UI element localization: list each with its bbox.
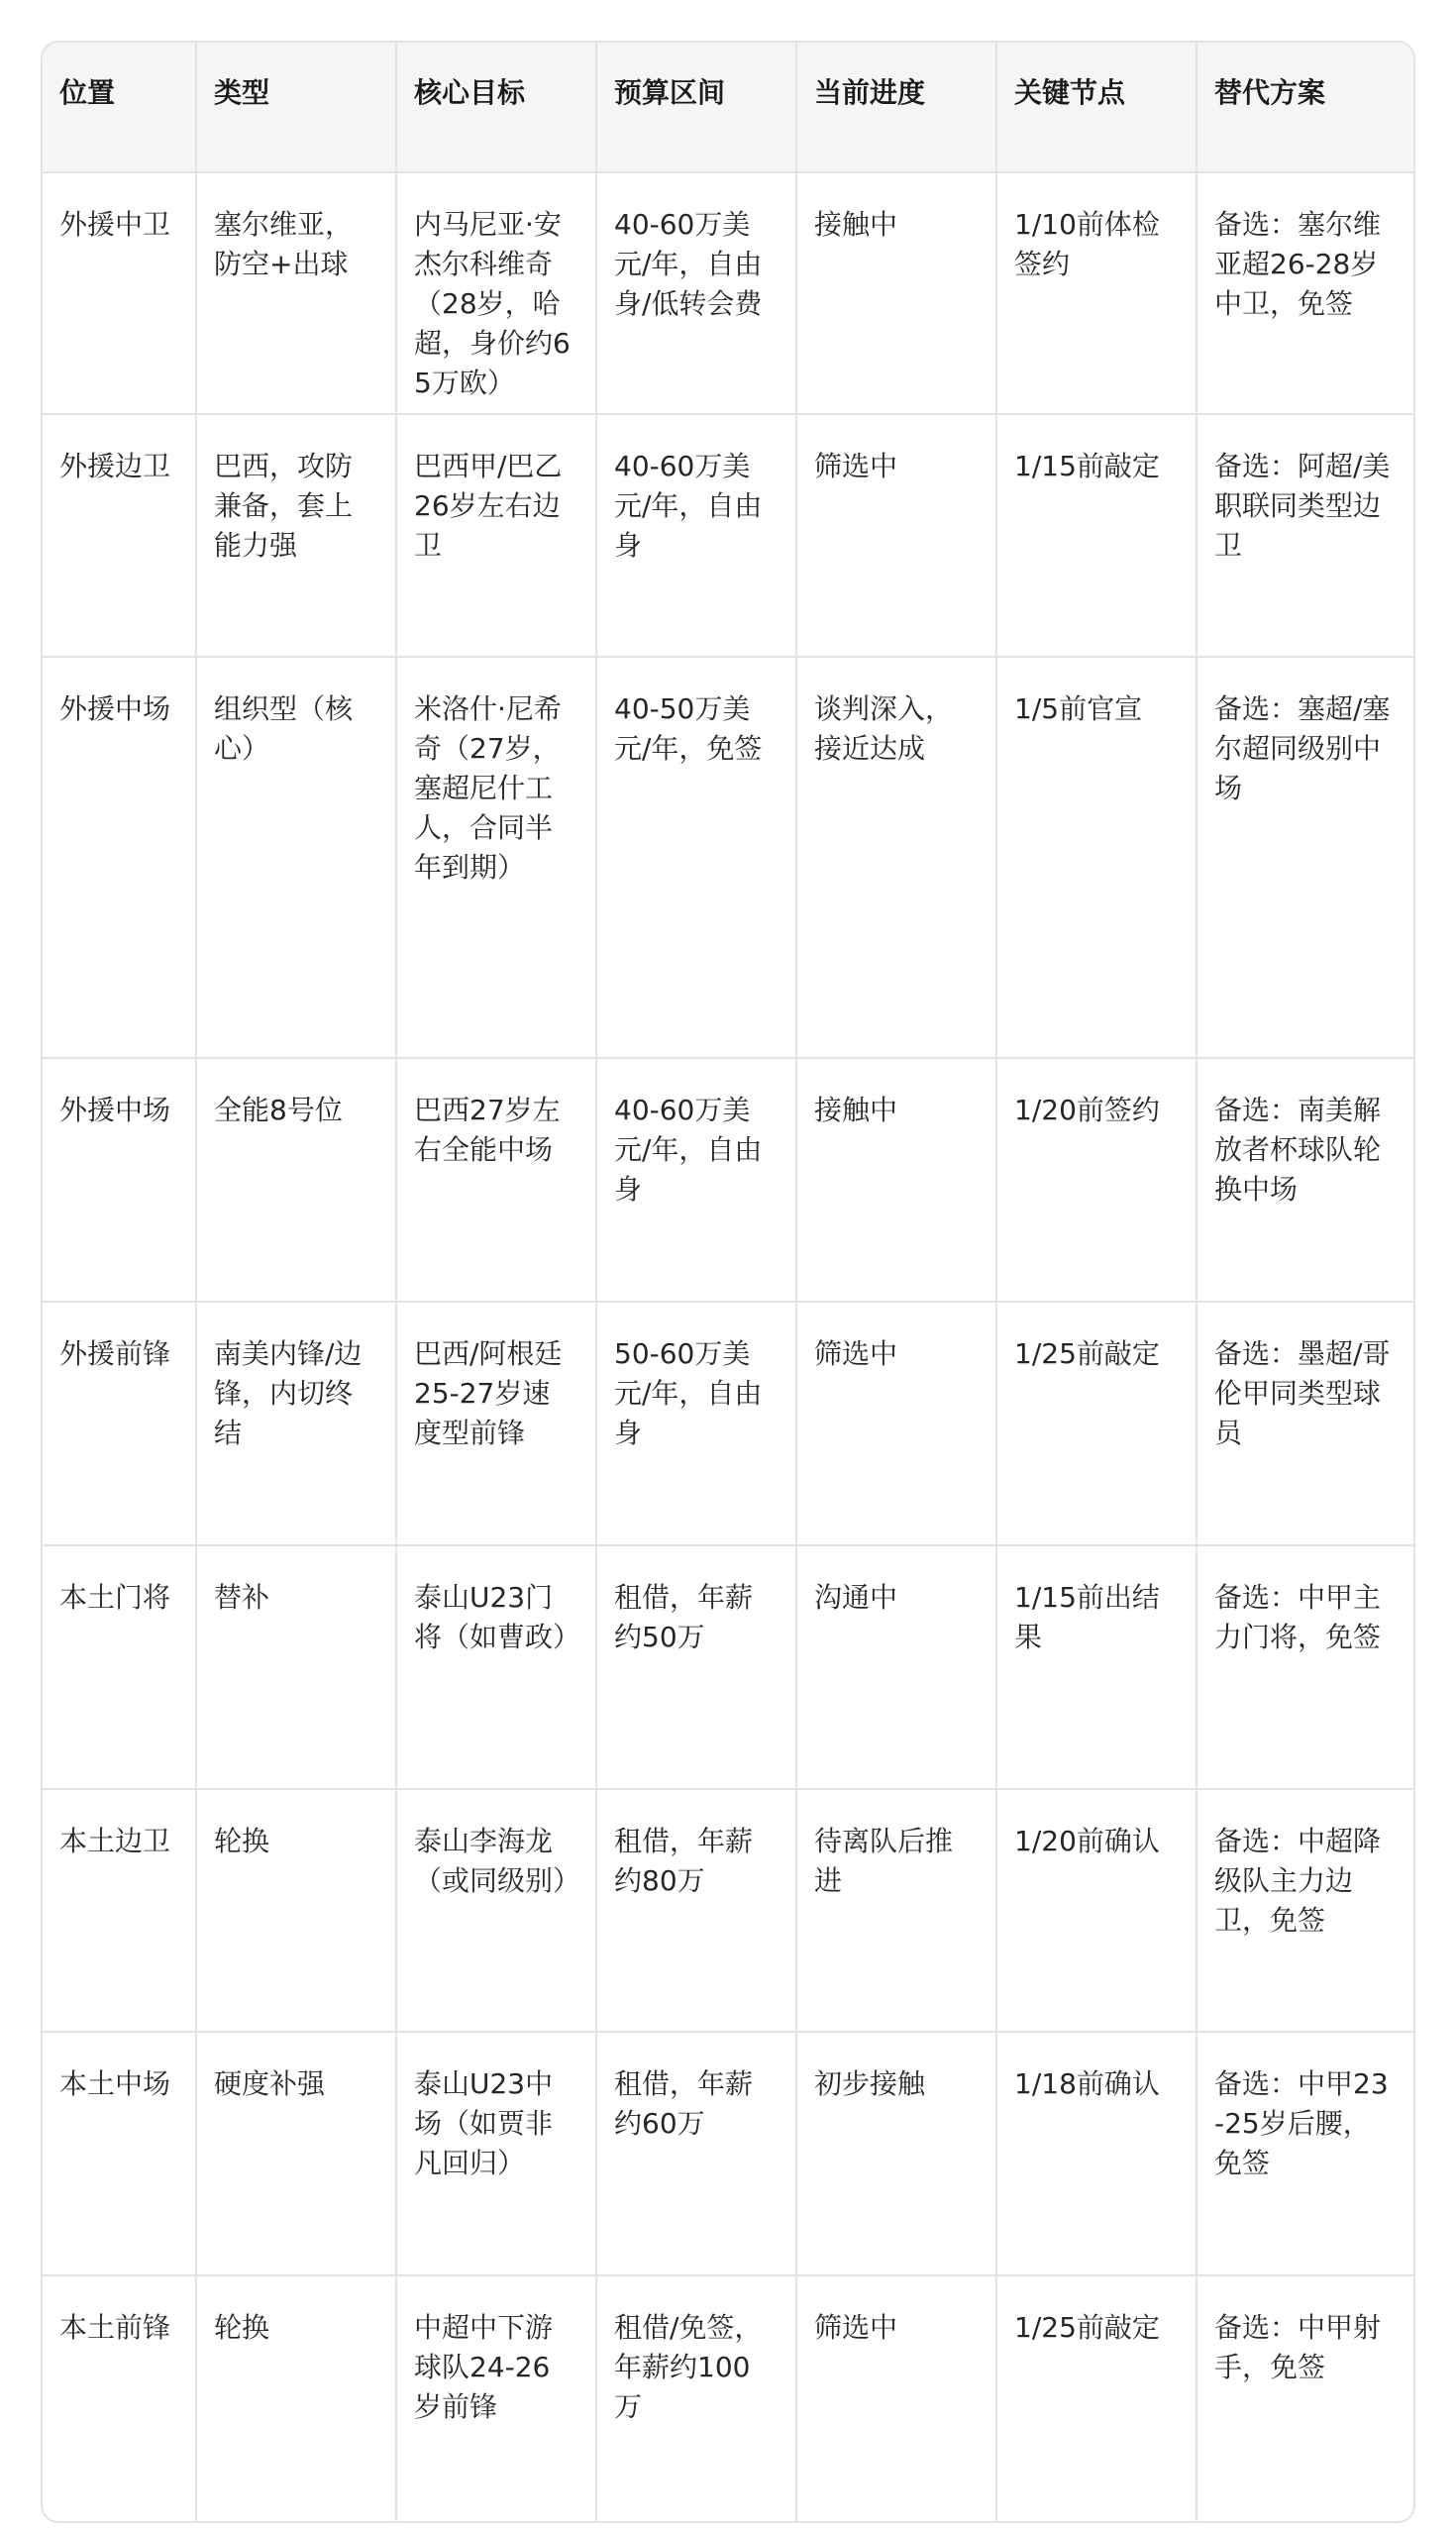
header-core-target: 核心目标 xyxy=(396,43,596,172)
cell-budget-range: 40-60万美元/年，自由身 xyxy=(596,414,796,658)
cell-key-milestone: 1/20前签约 xyxy=(996,1058,1196,1302)
header-position: 位置 xyxy=(43,43,196,172)
table-row xyxy=(43,1789,1413,2033)
cell-key-milestone: 1/25前敲定 xyxy=(996,1302,1196,1545)
cell-key-milestone: 1/18前确认 xyxy=(996,2032,1196,2275)
cell-type: 全能8号位 xyxy=(196,1058,396,1302)
cell-type: 替补 xyxy=(196,1545,396,1789)
cell-type: 塞尔维亚，防空+出球 xyxy=(196,172,396,414)
cell-position: 外援前锋 xyxy=(43,1302,196,1545)
cell-current-progress: 筛选中 xyxy=(796,414,996,658)
cell-position: 本土前锋 xyxy=(43,2275,196,2521)
cell-budget-range: 40-60万美元/年，自由身 xyxy=(596,1058,796,1302)
cell-key-milestone: 1/15前敲定 xyxy=(996,414,1196,658)
cell-key-milestone: 1/15前出结果 xyxy=(996,1545,1196,1789)
cell-core-target: 泰山李海龙（或同级别） xyxy=(396,1789,596,2033)
cell-alternative-plan: 备选：阿超/美职联同类型边卫 xyxy=(1196,414,1413,658)
cell-type: 轮换 xyxy=(196,2275,396,2521)
cell-core-target: 泰山U23中场（如贾非凡回归） xyxy=(396,2032,596,2275)
header-type: 类型 xyxy=(196,43,396,172)
cell-core-target: 巴西甲/巴乙26岁左右边卫 xyxy=(396,414,596,658)
table-row xyxy=(43,2032,1413,2275)
cell-alternative-plan: 备选：南美解放者杯球队轮换中场 xyxy=(1196,1058,1413,1302)
cell-budget-range: 租借，年薪约50万 xyxy=(596,1545,796,1789)
table-row xyxy=(43,172,1413,414)
cell-type: 巴西，攻防兼备，套上能力强 xyxy=(196,414,396,658)
cell-core-target: 泰山U23门将（如曹政） xyxy=(396,1545,596,1789)
cell-alternative-plan: 备选：中甲射手，免签 xyxy=(1214,2311,1382,2384)
cell-budget-range: 租借，年薪约80万 xyxy=(596,1789,796,2033)
cell-key-milestone: 1/20前确认 xyxy=(996,1789,1196,2033)
cell-alternative-plan: 备选：塞超/塞尔超同级别中场 xyxy=(1196,657,1413,1058)
cell-core-target: 巴西/阿根廷25-27岁速度型前锋 xyxy=(396,1302,596,1545)
cell-budget-range: 50-60万美元/年，自由身 xyxy=(596,1302,796,1545)
cell-alternative-plan: 备选：中甲主力门将，免签 xyxy=(1196,1545,1413,1789)
header-budget-range: 预算区间 xyxy=(596,43,796,172)
table-row xyxy=(43,2275,1413,2521)
cell-current-progress: 待离队后推进 xyxy=(796,1789,996,2033)
cell-position: 外援中卫 xyxy=(43,172,196,414)
cell-budget-range: 租借，年薪约60万 xyxy=(596,2032,796,2275)
cell-current-progress: 初步接触 xyxy=(796,2032,996,2275)
cell-position: 外援中场 xyxy=(43,1058,196,1302)
cell-core-target: 巴西27岁左右全能中场 xyxy=(396,1058,596,1302)
cell-current-progress: 接触中 xyxy=(796,1058,996,1302)
cell-current-progress: 筛选中 xyxy=(796,1302,996,1545)
cell-alternative-plan: 备选：塞尔维亚超26-28岁中卫，免签 xyxy=(1196,172,1413,414)
table-row xyxy=(43,1545,1413,1789)
cell-key-milestone: 1/25前敲定 xyxy=(996,2275,1196,2521)
cell-position: 外援边卫 xyxy=(43,414,196,658)
cell-current-progress: 沟通中 xyxy=(796,1545,996,1789)
cell-position: 本土边卫 xyxy=(43,1789,196,2033)
cell-current-progress: 筛选中 xyxy=(796,2275,996,2521)
cell-budget-range: 40-50万美元/年，免签 xyxy=(596,657,796,1058)
header-key-milestone: 关键节点 xyxy=(996,43,1196,172)
cell-key-milestone: 1/5前官宣 xyxy=(996,657,1196,1058)
table-row xyxy=(43,1058,1413,1302)
cell-alternative-plan: 备选：中甲23-25岁后腰，免签 xyxy=(1196,2032,1413,2275)
cell-budget-range: 租借/免签，年薪约100万 xyxy=(596,2275,796,2521)
header-current-progress: 当前进度 xyxy=(796,43,996,172)
cell-position: 外援中场 xyxy=(43,657,196,1058)
cell-budget-range: 40-60万美元/年，自由身/低转会费 xyxy=(596,172,796,414)
cell-type: 轮换 xyxy=(196,1789,396,2033)
header-alternative-plan: 替代方案 xyxy=(1196,43,1413,172)
cell-position: 本土中场 xyxy=(43,2032,196,2275)
cell-core-target: 中超中下游球队24-26岁前锋 xyxy=(396,2275,596,2521)
cell-key-milestone: 1/10前体检签约 xyxy=(996,172,1196,414)
cell-alternative-plan: 备选：墨超/哥伦甲同类型球员 xyxy=(1196,1302,1413,1545)
cell-type: 组织型（核心） xyxy=(196,657,396,1058)
cell-type: 硬度补强 xyxy=(196,2032,396,2275)
cell-alternative-plan: 备选：中超降级队主力边卫，免签 xyxy=(1196,1789,1413,2033)
table-row xyxy=(43,1302,1413,1545)
transfer-plan-table xyxy=(41,41,1415,2523)
table-row xyxy=(43,414,1413,658)
cell-current-progress: 谈判深入，接近达成 xyxy=(796,657,996,1058)
cell-position: 本土门将 xyxy=(43,1545,196,1789)
table-header-row xyxy=(43,43,1413,172)
cell-type: 南美内锋/边锋，内切终结 xyxy=(196,1302,396,1545)
cell-core-target: 内马尼亚·安杰尔科维奇（28岁，哈超，身价约65万欧） xyxy=(396,172,596,414)
cell-current-progress: 接触中 xyxy=(796,172,996,414)
cell-core-target: 米洛什·尼希奇（27岁，塞超尼什工人，合同半年到期） xyxy=(396,657,596,1058)
table-row xyxy=(43,657,1413,1058)
